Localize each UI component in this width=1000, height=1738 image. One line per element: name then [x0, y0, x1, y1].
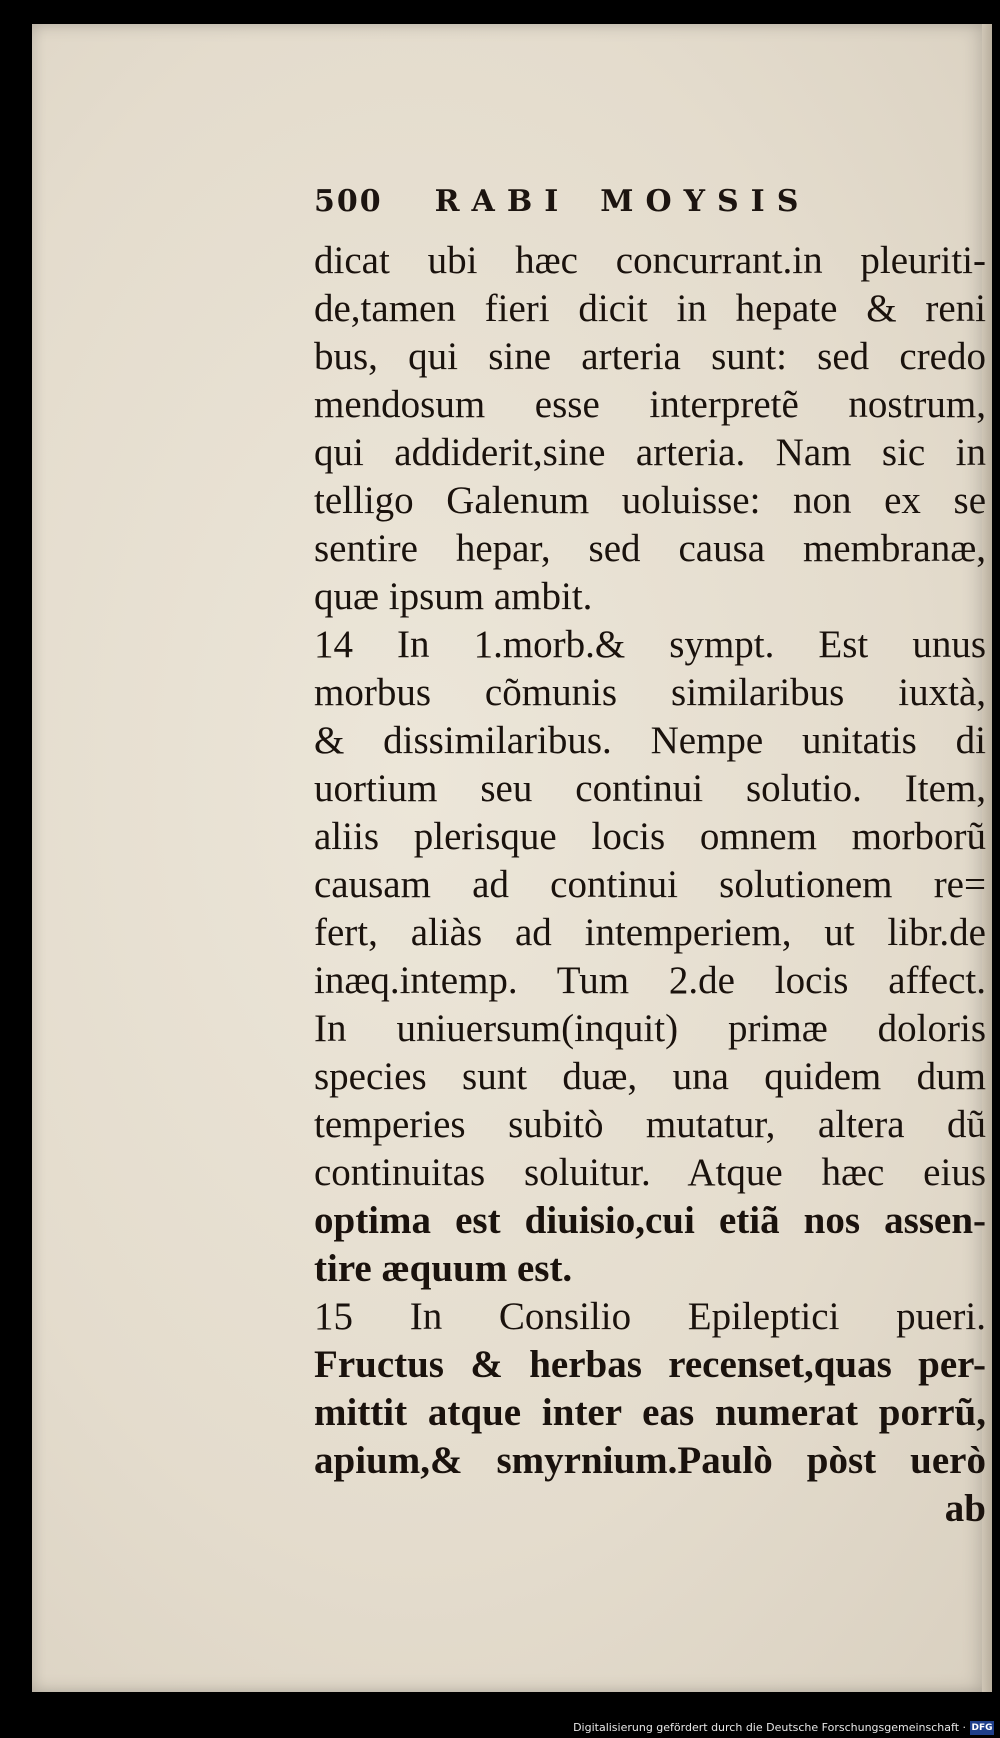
text-line: In uniuersum(inquit) primæ doloris	[314, 1007, 986, 1050]
page-body-text	[314, 237, 986, 1533]
page-number: 500	[314, 184, 383, 219]
text-line: quæ ipsum ambit.	[314, 575, 593, 618]
digitization-credit: Digitalisierung gefördert durch die Deutsche Forschungsgemeinschaft ·	[573, 1721, 966, 1734]
text-line: inæq.intemp. Tum 2.de locis affect.	[314, 959, 986, 1002]
running-head-word-2: MOYSIS	[600, 184, 811, 219]
text-line: tire æquum est.	[314, 1247, 573, 1290]
text-line: uortium seu continui solutio. Item,	[314, 767, 986, 810]
footer-bar	[0, 1716, 1000, 1738]
text-line: mittit atque inter eas numerat porrũ,	[314, 1391, 986, 1434]
running-head-word-1: RABI	[434, 184, 571, 219]
text-line: mendosum esse interpretẽ nostrum,	[314, 383, 986, 426]
text-line: Fructus & herbas recenset,quas per-	[314, 1343, 986, 1386]
text-line: fert, aliàs ad intemperiem, ut libr.de	[314, 911, 986, 954]
text-line: bus, qui sine arteria sunt: sed credo	[314, 335, 986, 378]
text-line: sentire hepar, sed causa membranæ,	[314, 527, 986, 570]
text-line: species sunt duæ, una quidem dum	[314, 1055, 986, 1098]
text-line: dicat ubi hæc concurrant.in pleuriti-	[314, 239, 986, 282]
text-line: causam ad continui solutionem re=	[314, 863, 986, 906]
running-head	[435, 184, 811, 219]
text-line: & dissimilaribus. Nempe unitatis di	[314, 719, 986, 762]
page-header	[314, 184, 810, 219]
text-line: telligo Galenum uoluisse: non ex se	[314, 479, 986, 522]
text-line: apium,& smyrnium.Paulò pòst uerò	[314, 1439, 986, 1482]
text-line: aliis plerisque locis omnem morborũ	[314, 815, 986, 858]
dfg-logo: DFG	[971, 1723, 993, 1733]
text-line: 14 In 1.morb.& sympt. Est unus	[314, 623, 986, 666]
text-line: temperies subitò mutatur, altera dũ	[314, 1103, 986, 1146]
text-line: optima est diuisio,cui etiã nos assen-	[314, 1199, 986, 1242]
text-line: continuitas soluitur. Atque hæc eius	[314, 1151, 986, 1194]
book-page	[32, 24, 992, 1692]
text-line: de,tamen fieri dicit in hepate & reni	[314, 287, 986, 330]
text-line: qui addiderit,sine arteria. Nam sic in	[314, 431, 986, 474]
catchword: ab	[944, 1487, 986, 1530]
text-line: 15 In Consilio Epileptici pueri.	[314, 1295, 986, 1338]
text-line: morbus cõmunis similaribus iuxtà,	[314, 671, 986, 714]
